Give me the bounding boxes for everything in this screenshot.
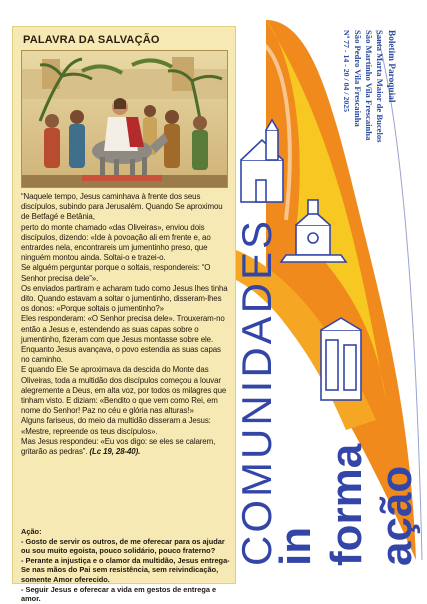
section-title: PALAVRA DA SALVAÇÃO <box>23 34 160 46</box>
gospel-paragraph: perto do monte chamado «das Oliveiras», enviou dois discípulos, dizendo: «Ide à povoação ali em frente e, ao entrardes nela, encontrareis um jumentinho preso, que ninguém montou ainda. Soltai-o e trazei-o. <box>21 222 211 263</box>
parish-name: São Martinho Vila Frescainha <box>364 30 374 141</box>
gospel-panel <box>12 26 236 604</box>
parish-name: Santa Marta Maior de Bucelos <box>375 30 385 143</box>
gospel-reference: (Lc 19, 28-40). <box>89 447 141 457</box>
gospel-paragraph <box>21 437 229 457</box>
church-illustration <box>241 120 283 202</box>
subtitle-line: ação <box>372 465 421 566</box>
action-item: - Perante a injustiça e o clamor da multidão, Jesus entrega-Se nas mãos do Pai sem resistência, sem reivindicação, somente Amor oferecido. <box>21 555 230 584</box>
gospel-paragraph: Se alguém perguntar porque o soltais, respondereis: “O Senhor precisa dele”». <box>21 263 211 283</box>
main-title: COMUNIDADES <box>233 217 280 566</box>
gospel-paragraph: Os enviados partiram e acharam tudo como Jesus lhes tinha dito. Quando estavam a soltar o jumentinho, disseram-lhes os donos: «Porque soltais o jumentinho?» <box>21 283 228 314</box>
gospel-paragraph: “Naquele tempo, Jesus caminhava à frente dos seus discípulos, subindo para Jerusalém. Quando Se aproximou de Betfagé e Betânia, <box>21 192 223 222</box>
gospel-text <box>21 192 229 457</box>
gospel-last-line: Mas Jesus respondeu: «Eu vos digo: se eles se calarem, gritarão as pedras”. <box>21 436 216 457</box>
gospel-paragraph: Alguns fariseus, do meio da multidão disseram a Jesus: «Mestre, repreende os teus discípulos». <box>21 416 211 436</box>
parish-name: São Pedro Vila Frescainha <box>353 30 363 127</box>
subtitle-line: in <box>271 526 320 566</box>
action-item: - Gosto de servir os outros, de me oferecar para os ajudar ou sou muito egoista, pouco solidário, pouco fraterno? <box>21 536 225 556</box>
gospel-paragraph: E quando Ele Se aproximava da descida do Monte das Oliveiras, toda a multidão dos discípulos começou a louvar alegremente a Deus, em alta voz, por todos os milagres que tinham visto. E diziam: «Bendito o que vem como Rei, em nome do Senhor! Paz no céu e glória nas alturas!» <box>21 365 227 416</box>
action-block <box>21 527 231 604</box>
palm-sunday-illustration <box>21 50 228 188</box>
action-item: - Seguir Jesus e oferecar a vida em gestos de entrega e amor. <box>21 584 217 604</box>
bulletin-name: Boletim Paroquial <box>386 30 396 103</box>
bell-tower-illustration <box>321 318 361 400</box>
action-title: Ação: <box>21 527 42 536</box>
gospel-paragraph: Enquanto Jesus avançava, o povo estendia as suas capas no caminho. <box>21 345 221 365</box>
issue-number: Nº 77 - 14 - 20 / 04 / 2025 <box>342 30 351 113</box>
gospel-paragraph: Eles responderam: «O Senhor precisa dele». Trouxeram-no então a Jesus e, estendendo as suas capas sobre o jumentinho, fizeram com que Jesus montasse sobre ele. <box>21 314 225 344</box>
subtitle-line: forma <box>322 443 371 566</box>
